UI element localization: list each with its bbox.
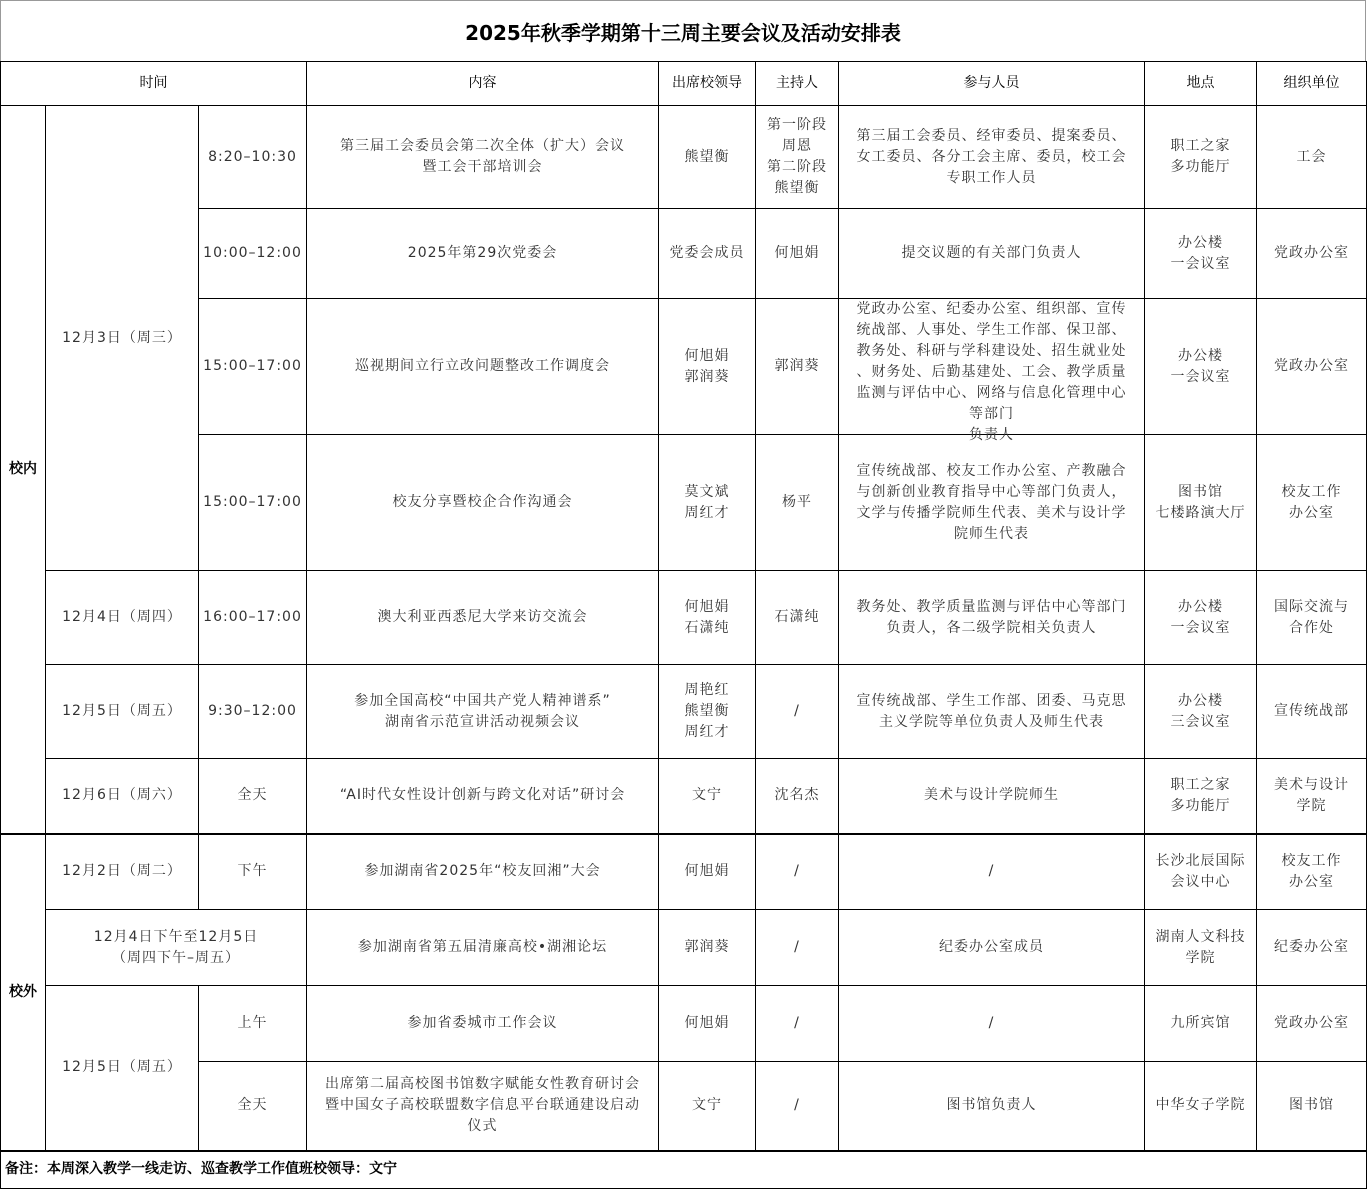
section-campus: 校内: [1, 106, 46, 834]
content-cell: 2025年第29次党委会: [307, 209, 659, 299]
location-cell: 职工之家 多功能厅: [1145, 759, 1257, 834]
leader-cell: 文宁: [659, 759, 756, 834]
time-cell: 15:00–17:00: [199, 435, 307, 571]
participants-cell: 美术与设计学院师生: [839, 759, 1145, 834]
participants-cell: 第三届工会委员、经审委员、提案委员、 女工委员、各分工会主席、委员，校工会 专职工作人员: [839, 106, 1145, 209]
time-cell: 下午: [199, 834, 307, 910]
date-cell: 12月4日（周四）: [46, 571, 199, 665]
header-participants: 参与人员: [839, 62, 1145, 106]
header-organizer: 组织单位: [1257, 62, 1367, 106]
content-cell: 巡视期间立行立改问题整改工作调度会: [307, 299, 659, 435]
host-cell: 石潇纯: [756, 571, 839, 665]
content-cell: 校友分享暨校企合作沟通会: [307, 435, 659, 571]
header-location: 地点: [1145, 62, 1257, 106]
table-row: [1, 665, 1367, 759]
time-cell: 16:00–17:00: [199, 571, 307, 665]
participants-cell: 提交议题的有关部门负责人: [839, 209, 1145, 299]
location-cell: 长沙北辰国际 会议中心: [1145, 834, 1257, 910]
organizer-cell: 宣传统战部: [1257, 665, 1367, 759]
schedule-table: [0, 61, 1367, 1189]
table-row: [1, 571, 1367, 665]
content-cell: 出席第二届高校图书馆数字赋能女性教育研讨会 暨中国女子高校联盟数字信息平台联通建设启动 仪式: [307, 1062, 659, 1151]
header-leader: 出席校领导: [659, 62, 756, 106]
time-cell: 全天: [199, 1062, 307, 1151]
host-cell: 郭润葵: [756, 299, 839, 435]
host-cell: 沈名杰: [756, 759, 839, 834]
time-cell: 8:20–10:30: [199, 106, 307, 209]
participants-cell: 纪委办公室成员: [839, 910, 1145, 986]
table-row: [1, 834, 1367, 910]
participants-cell: 宣传统战部、学生工作部、团委、马克思 主义学院等单位负责人及师生代表: [839, 665, 1145, 759]
host-cell: 第一阶段 周恩 第二阶段 熊望衡: [756, 106, 839, 209]
leader-cell: 文宁: [659, 1062, 756, 1151]
footer-note: 备注：本周深入教学一线走访、巡查教学工作值班校领导：文宁: [1, 1151, 1367, 1189]
organizer-cell: 党政办公室: [1257, 209, 1367, 299]
header-host: 主持人: [756, 62, 839, 106]
organizer-cell: 校友工作 办公室: [1257, 435, 1367, 571]
organizer-cell: 美术与设计 学院: [1257, 759, 1367, 834]
organizer-cell: 党政办公室: [1257, 299, 1367, 435]
location-cell: 中华女子学院: [1145, 1062, 1257, 1151]
host-cell: /: [756, 1062, 839, 1151]
host-cell: 杨平: [756, 435, 839, 571]
date-cell: 12月3日（周三）: [46, 106, 199, 571]
time-cell: 上午: [199, 986, 307, 1062]
time-cell: 9:30–12:00: [199, 665, 307, 759]
content-cell: 第三届工会委员会第二次全体（扩大）会议 暨工会干部培训会: [307, 106, 659, 209]
participants-cell: /: [839, 834, 1145, 910]
header-content: 内容: [307, 62, 659, 106]
location-cell: 职工之家 多功能厅: [1145, 106, 1257, 209]
content-cell: 参加湖南省2025年“校友回湘”大会: [307, 834, 659, 910]
organizer-cell: 校友工作 办公室: [1257, 834, 1367, 910]
location-cell: 办公楼 一会议室: [1145, 299, 1257, 435]
participants-cell: 宣传统战部、校友工作办公室、产教融合 与创新创业教育指导中心等部门负责人， 文学与传播学院师生代表、美术与设计学 院师生代表: [839, 435, 1145, 571]
table-row: [1, 1062, 1367, 1151]
host-cell: /: [756, 986, 839, 1062]
participants-cell: 图书馆负责人: [839, 1062, 1145, 1151]
leader-cell: 莫文斌 周红才: [659, 435, 756, 571]
organizer-cell: 纪委办公室: [1257, 910, 1367, 986]
section-offcampus: 校外: [1, 834, 46, 1151]
time-cell: 全天: [199, 759, 307, 834]
date-cell: 12月2日（周二）: [46, 834, 199, 910]
content-cell: 参加省委城市工作会议: [307, 986, 659, 1062]
leader-cell: 何旭娟: [659, 986, 756, 1062]
content-cell: “AI时代女性设计创新与跨文化对话”研讨会: [307, 759, 659, 834]
leader-cell: 周艳红 熊望衡 周红才: [659, 665, 756, 759]
time-cell: 10:00–12:00: [199, 209, 307, 299]
location-cell: 办公楼 一会议室: [1145, 571, 1257, 665]
leader-cell: 熊望衡: [659, 106, 756, 209]
content-cell: 参加湖南省第五届清廉高校•湖湘论坛: [307, 910, 659, 986]
leader-cell: 党委会成员: [659, 209, 756, 299]
table-row: [1, 759, 1367, 834]
table-row: [1, 209, 1367, 299]
header-row: [1, 62, 1367, 106]
table-row: [1, 910, 1367, 986]
table-row: [1, 299, 1367, 435]
participants-cell: [839, 299, 1145, 443]
date-cell: 12月6日（周六）: [46, 759, 199, 834]
organizer-cell: 图书馆: [1257, 1062, 1367, 1151]
organizer-cell: 工会: [1257, 106, 1367, 209]
location-cell: 办公楼 一会议室: [1145, 209, 1257, 299]
location-cell: 湖南人文科技 学院: [1145, 910, 1257, 986]
date-cell: 12月5日（周五）: [46, 665, 199, 759]
header-time: 时间: [1, 62, 307, 106]
host-cell: /: [756, 910, 839, 986]
location-cell: 图书馆 七楼路演大厅: [1145, 435, 1257, 571]
participants-cell: /: [839, 986, 1145, 1062]
table-row: [1, 106, 1367, 209]
host-cell: 何旭娟: [756, 209, 839, 299]
note-row: [1, 1151, 1367, 1189]
location-cell: 办公楼 三会议室: [1145, 665, 1257, 759]
page-title: 2025年秋季学期第十三周主要会议及活动安排表: [0, 0, 1366, 61]
participants-cell: 教务处、教学质量监测与评估中心等部门 负责人，各二级学院相关负责人: [839, 571, 1145, 665]
content-cell: 澳大利亚西悉尼大学来访交流会: [307, 571, 659, 665]
organizer-cell: 国际交流与 合作处: [1257, 571, 1367, 665]
organizer-cell: 党政办公室: [1257, 986, 1367, 1062]
leader-cell: 郭润葵: [659, 910, 756, 986]
table-row: [1, 435, 1367, 571]
date-range-cell: 12月4日下午至12月5日 （周四下午–周五）: [46, 910, 307, 986]
table-row: [1, 986, 1367, 1062]
location-cell: 九所宾馆: [1145, 986, 1257, 1062]
content-cell: 参加全国高校“中国共产党人精神谱系” 湖南省示范宣讲活动视频会议: [307, 665, 659, 759]
leader-cell: 何旭娟 石潇纯: [659, 571, 756, 665]
host-cell: /: [756, 834, 839, 910]
leader-cell: 何旭娟: [659, 834, 756, 910]
host-cell: /: [756, 665, 839, 759]
leader-cell: 何旭娟 郭润葵: [659, 299, 756, 435]
participants-text: 党政办公室、纪委办公室、组织部、宣传 统战部、人事处、学生工作部、保卫部、 教务处、科研与学科建设处、招生就业处 、财务处、后勤基建处、工会、教学质量 监测与评估中心、网络与信息化管理中心 等部门 负责人: [856, 301, 1127, 443]
time-cell: 15:00–17:00: [199, 299, 307, 435]
date-cell: 12月5日（周五）: [46, 986, 199, 1151]
